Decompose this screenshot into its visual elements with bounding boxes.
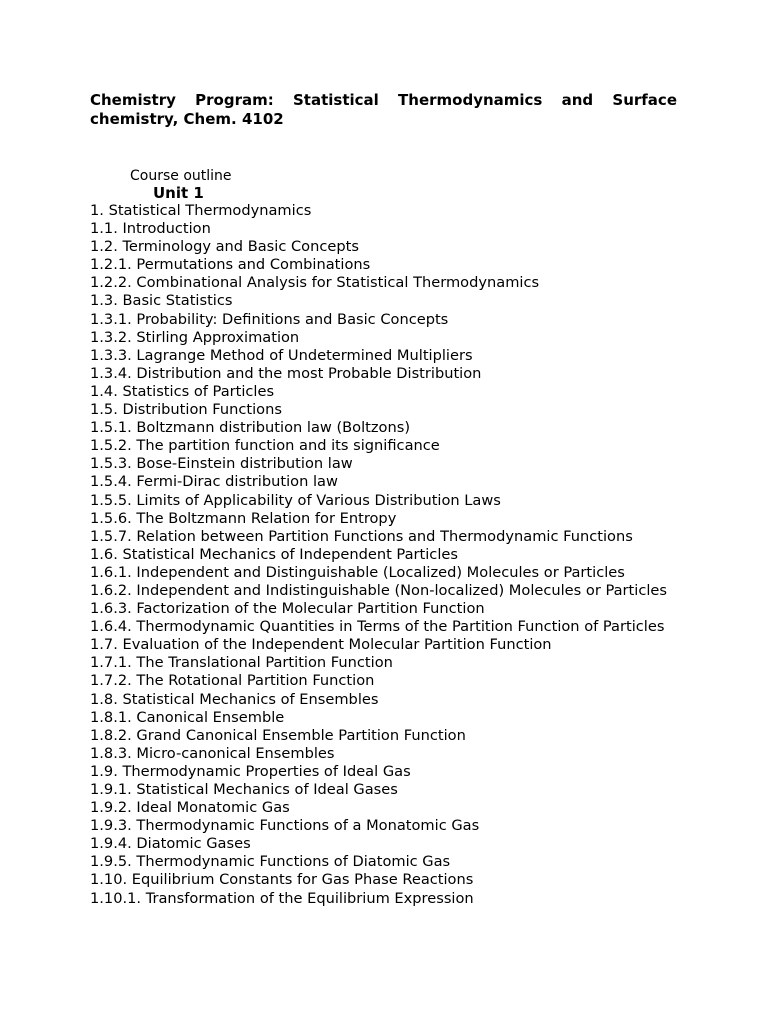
document-title-line-1: Chemistry Program: Statistical Thermodynamics and Surface: [90, 91, 677, 109]
outline-item: 1.3.3. Lagrange Method of Undetermined Multipliers: [90, 346, 473, 364]
outline-item: 1.8. Statistical Mechanics of Ensembles: [90, 690, 379, 708]
outline-item: 1.6.1. Independent and Distinguishable (Localized) Molecules or Particles: [90, 563, 625, 581]
outline-item: 1.3. Basic Statistics: [90, 292, 233, 310]
outline-item: 1.5.5. Limits of Applicability of Various Distribution Laws: [90, 491, 501, 509]
outline-item: 1.9.3. Thermodynamic Functions of a Monatomic Gas: [90, 817, 480, 835]
outline-item: 1.7.2. The Rotational Partition Function: [90, 672, 375, 690]
document-title: [90, 91, 677, 148]
outline-item: 1.7.1. The Translational Partition Function: [90, 654, 393, 672]
outline-item: 1.2. Terminology and Basic Concepts: [90, 238, 359, 256]
outline-item: 1.1. Introduction: [90, 220, 211, 238]
outline-item: 1.4. Statistics of Particles: [90, 382, 275, 400]
outline-item: 1.9. Thermodynamic Properties of Ideal Gas: [90, 762, 411, 780]
outline-item: 1.5.1. Boltzmann distribution law (Boltzons): [90, 419, 411, 437]
outline-item: 1.5.3. Bose-Einstein distribution law: [90, 455, 353, 473]
outline-item: 1.9.5. Thermodynamic Functions of Diatomic Gas: [90, 853, 451, 871]
outline-item: 1.9.2. Ideal Monatomic Gas: [90, 799, 290, 817]
outline-item: 1.6. Statistical Mechanics of Independent Particles: [90, 545, 458, 563]
course-outline-subtitle: Course outline: [130, 168, 232, 184]
outline-item: 1.6.2. Independent and Indistinguishable (Non-localized) Molecules or Particles: [90, 581, 667, 599]
outline-item: 1.3.2. Stirling Approximation: [90, 328, 300, 346]
outline-item: 1.2.2. Combinational Analysis for Statistical Thermodynamics: [90, 274, 540, 292]
outline-item: 1.5.4. Fermi-Dirac distribution law: [90, 473, 338, 491]
outline-list: [90, 202, 677, 908]
document-page: [90, 91, 677, 908]
outline-item: 1.8.3. Micro-canonical Ensembles: [90, 744, 335, 762]
outline-item: 1.5.7. Relation between Partition Functions and Thermodynamic Functions: [90, 527, 633, 545]
outline-item: 1.7. Evaluation of the Independent Molecular Partition Function: [90, 636, 552, 654]
unit-heading: Unit 1: [153, 184, 204, 202]
outline-item: 1.3.1. Probability: Definitions and Basic Concepts: [90, 310, 449, 328]
outline-item: 1.10. Equilibrium Constants for Gas Phase Reactions: [90, 871, 474, 889]
outline-item: 1. Statistical Thermodynamics: [90, 202, 312, 219]
outline-item: 1.8.2. Grand Canonical Ensemble Partition Function: [90, 726, 466, 744]
outline-item: 1.9.4. Diatomic Gases: [90, 835, 251, 853]
outline-item: 1.5.6. The Boltzmann Relation for Entropy: [90, 509, 397, 527]
outline-item: 1.6.3. Factorization of the Molecular Partition Function: [90, 600, 485, 618]
outline-item: 1.2.1. Permutations and Combinations: [90, 256, 371, 274]
outline-item: 1.8.1. Canonical Ensemble: [90, 708, 285, 726]
outline-item: 1.6.4. Thermodynamic Quantities in Terms of the Partition Function of Particles: [90, 618, 665, 636]
outline-item: 1.5. Distribution Functions: [90, 401, 282, 419]
outline-item: 1.5.2. The partition function and its significance: [90, 437, 440, 455]
outline-item: 1.10.1. Transformation of the Equilibrium Expression: [90, 889, 474, 907]
outline-item: 1.3.4. Distribution and the most Probable Distribution: [90, 364, 482, 382]
document-title-line-2: chemistry, Chem. 4102: [90, 110, 284, 128]
outline-item: 1.9.1. Statistical Mechanics of Ideal Gases: [90, 781, 398, 798]
